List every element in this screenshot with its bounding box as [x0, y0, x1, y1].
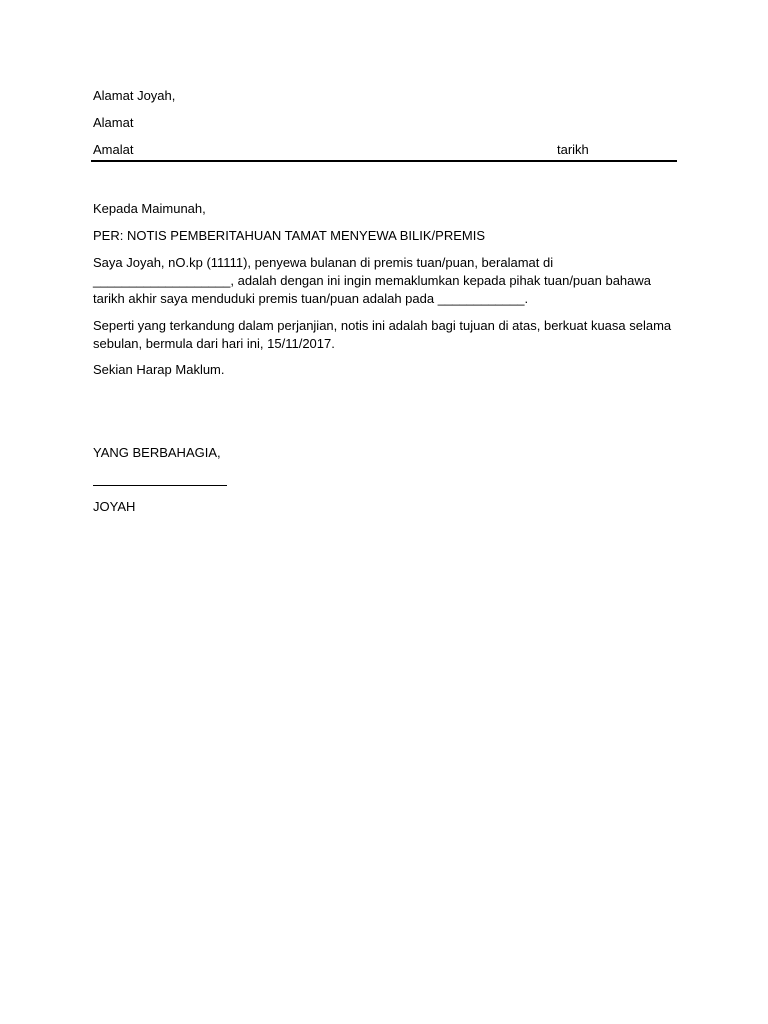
signature-name: JOYAH	[93, 499, 136, 514]
header-divider	[91, 160, 677, 162]
recipient-line: Kepada Maimunah,	[93, 201, 206, 216]
paragraph-2-line-1: Seperti yang terkandung dalam perjanjian, notis ini adalah bagi tujuan di atas, berkuat kuasa selama	[93, 318, 672, 333]
sender-address-line-1: Alamat Joyah,	[93, 88, 176, 103]
date-label: tarikh	[557, 142, 589, 157]
paragraph-1-line-3: tarikh akhir saya menduduki premis tuan/puan adalah pada ____________.	[93, 291, 529, 306]
paragraph-2-line-2: sebulan, bermula dari hari ini, 15/11/2017.	[93, 336, 335, 351]
paragraph-1-line-2: ___________________, adalah dengan ini ingin memaklumkan kepada pihak tuan/puan bahawa	[93, 273, 652, 288]
sender-address-line-2: Alamat	[93, 115, 134, 130]
signature-line	[93, 485, 227, 486]
closing-note: Sekian Harap Maklum.	[93, 362, 225, 377]
paragraph-1-line-1: Saya Joyah, nO.kp (11111), penyewa bulanan di premis tuan/puan, beralamat di	[93, 255, 554, 270]
salutation: YANG BERBAHAGIA,	[93, 445, 221, 460]
sender-address-line-3: Amalat	[93, 142, 134, 157]
subject-line: PER: NOTIS PEMBERITAHUAN TAMAT MENYEWA BILIK/PREMIS	[93, 228, 485, 243]
